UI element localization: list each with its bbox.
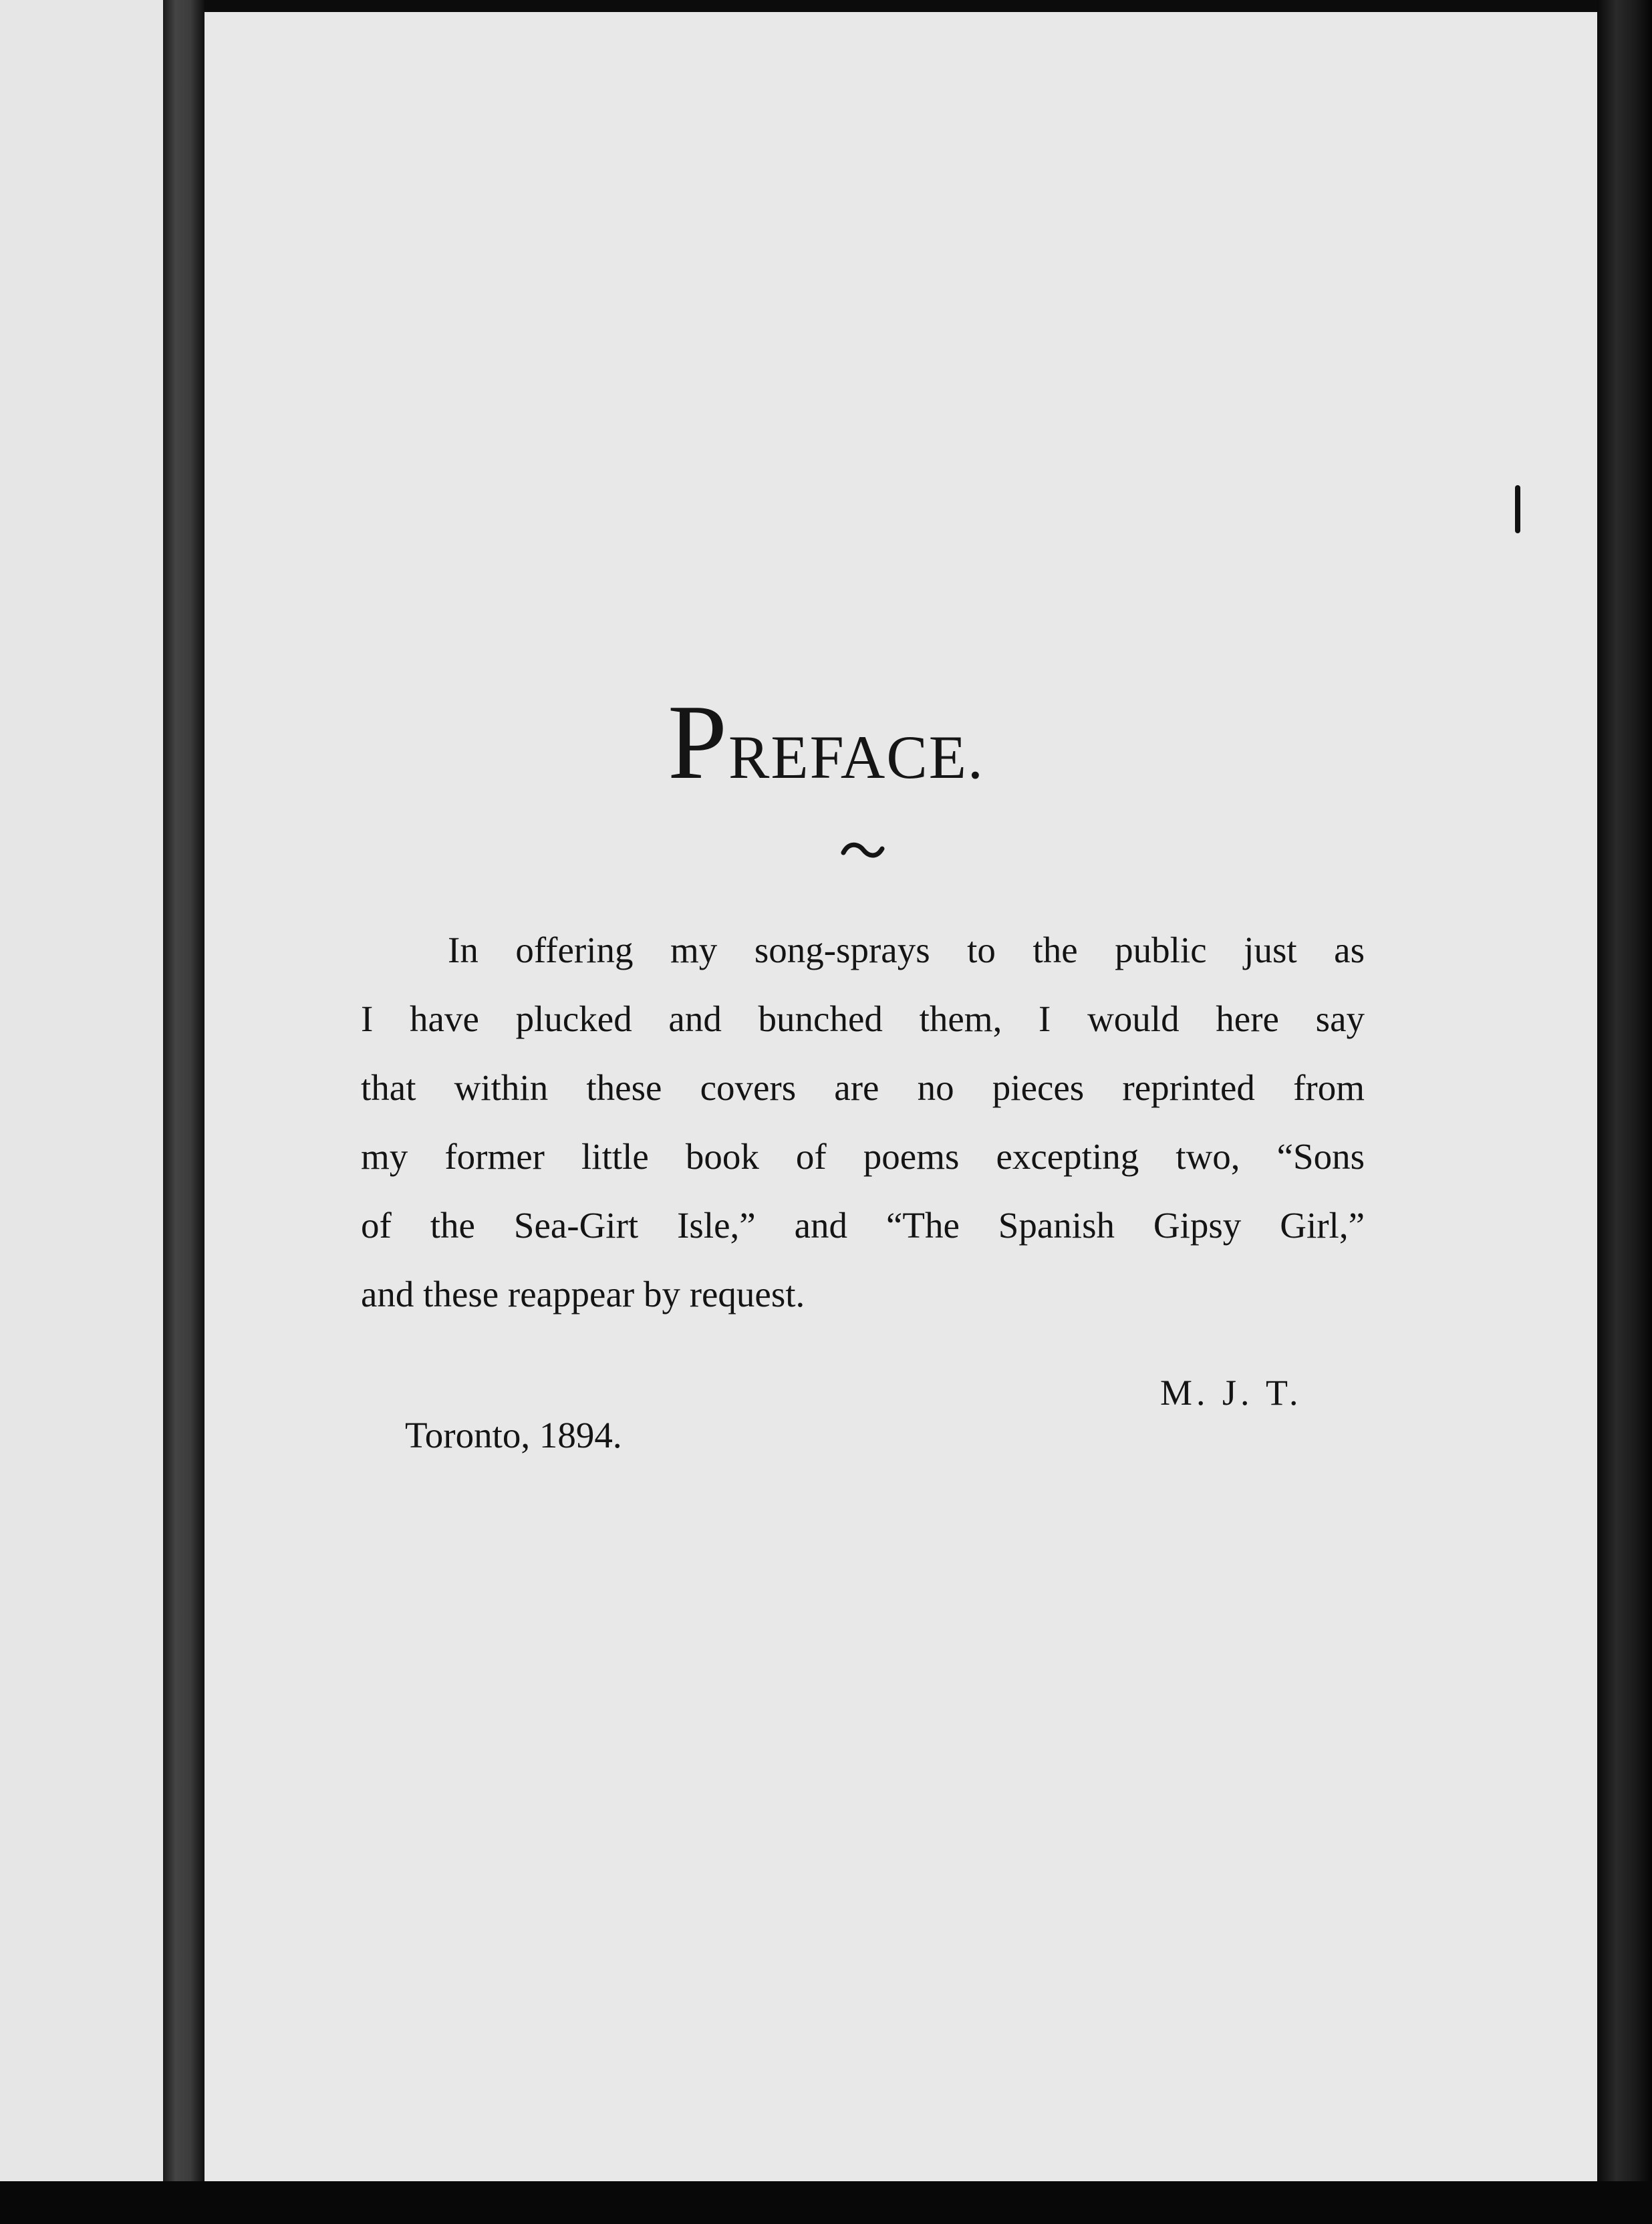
paragraph-line: that within these covers are no pieces reprinted from	[361, 1067, 1365, 1108]
place-and-date: Toronto, 1894.	[405, 1415, 622, 1455]
paragraph-line: my former little book of poems excepting two, “Sons	[361, 1136, 1365, 1177]
paragraph-line: and these reappear by request.	[361, 1274, 805, 1314]
title-rest: REFACE.	[728, 723, 984, 791]
page-title	[0, 682, 1652, 801]
tilde-ornament-icon	[839, 838, 886, 865]
title-initial: P	[668, 682, 729, 801]
left-page-edge	[0, 0, 163, 2224]
right-page-edge	[1597, 0, 1652, 2224]
paragraph-line: I have plucked and bunched them, I would here say	[361, 998, 1365, 1039]
book-spine-shadow	[163, 0, 204, 2224]
bottom-page-edge	[0, 2181, 1652, 2224]
paragraph-line: In offering my song-sprays to the public just as	[448, 930, 1365, 970]
paragraph-line: of the Sea-Girt Isle,” and “The Spanish Gipsy Girl,”	[361, 1205, 1365, 1246]
ink-speck	[1515, 485, 1520, 533]
author-initials: M. J. T.	[1160, 1373, 1302, 1413]
preface-paragraph	[361, 916, 1365, 1329]
